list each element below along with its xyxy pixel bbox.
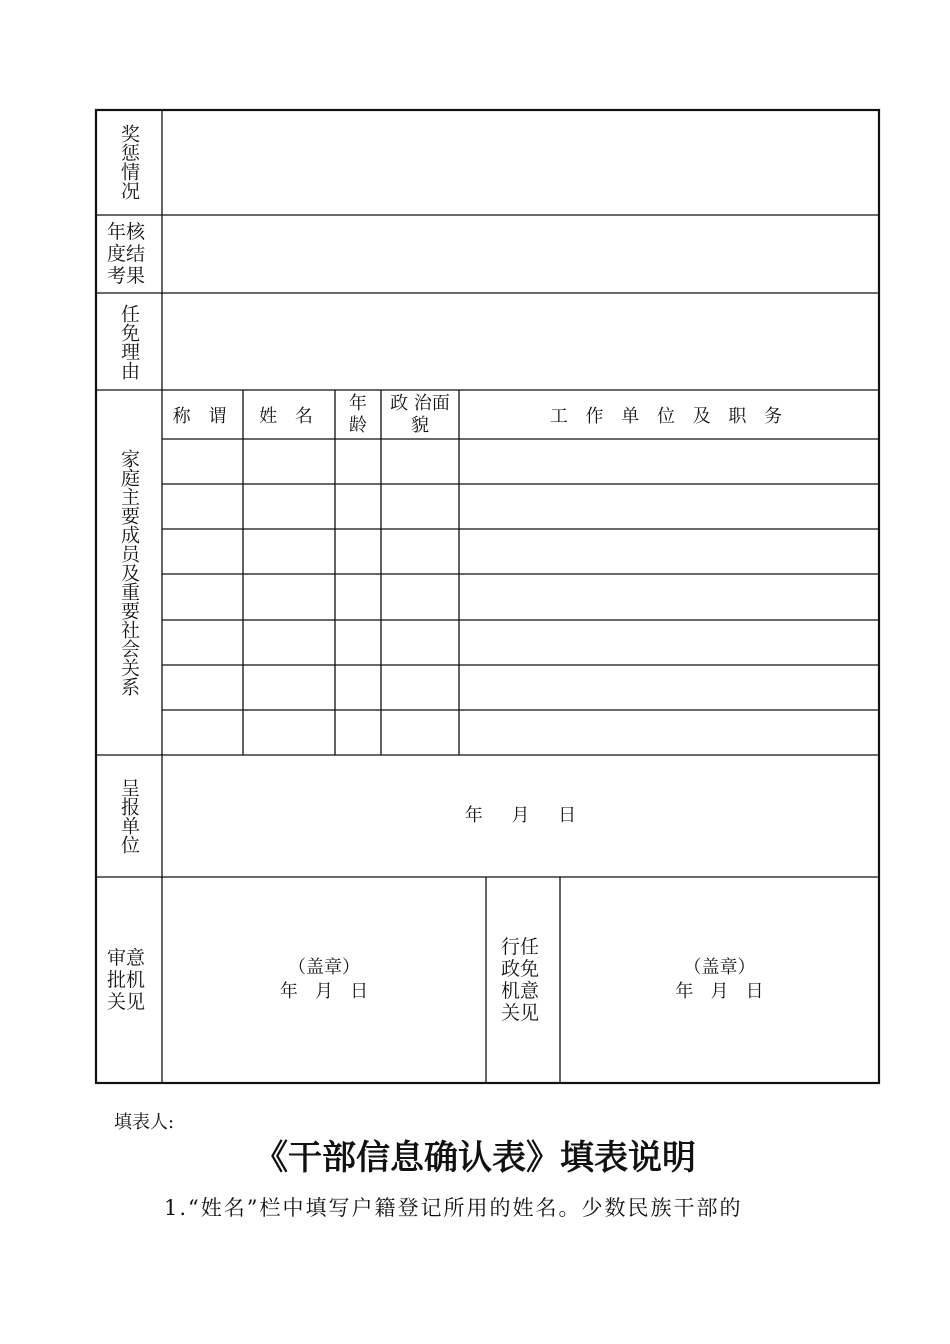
approval-opinion-label-text: 审意批机关见: [107, 947, 146, 1013]
approval-seal: （盖章）: [288, 957, 360, 978]
submit-date: 年 月 日: [464, 805, 577, 826]
instruction-paragraph-1: 1.“姓名”栏中填写户籍登记所用的姓名。少数民族干部的: [164, 1196, 743, 1220]
rewards-label: 奖惩情况: [118, 124, 140, 200]
admin-opinion-label: [486, 877, 560, 1083]
admin-seal: （盖章）: [683, 957, 756, 978]
annual-review-label-text: 年核度结考果: [107, 221, 146, 287]
approval-date: 年 月 日: [279, 981, 369, 1002]
admin-date: 年 月 日: [675, 981, 764, 1002]
column-header-name: 姓 名: [259, 405, 319, 427]
family-members-label: 家庭主要成员及重要社会关系: [118, 449, 140, 696]
submitting-unit-label: 呈报单位: [118, 778, 140, 854]
approval-opinion-label: [96, 877, 162, 1083]
admin-opinion-label-text: 行任政免机意关见: [501, 936, 540, 1024]
column-header-work: 工 作 单 位 及 职 务: [549, 405, 789, 427]
column-header-age-text: 年龄: [349, 392, 367, 436]
appointment-reason-label: 任免理由: [118, 303, 140, 380]
column-header-politics: [381, 390, 459, 439]
approval-signature-block: [162, 877, 486, 1083]
instructions-title: 《干部信息确认表》填表说明: [254, 1138, 696, 1178]
annual-review-label: [96, 215, 162, 293]
form-filler-label: 填表人:: [114, 1112, 175, 1133]
column-header-title: 称 谓: [172, 405, 233, 427]
column-header-age: [335, 390, 381, 439]
column-header-politics-text: 政 治面 貌: [390, 392, 450, 436]
admin-signature-block: [560, 877, 879, 1083]
